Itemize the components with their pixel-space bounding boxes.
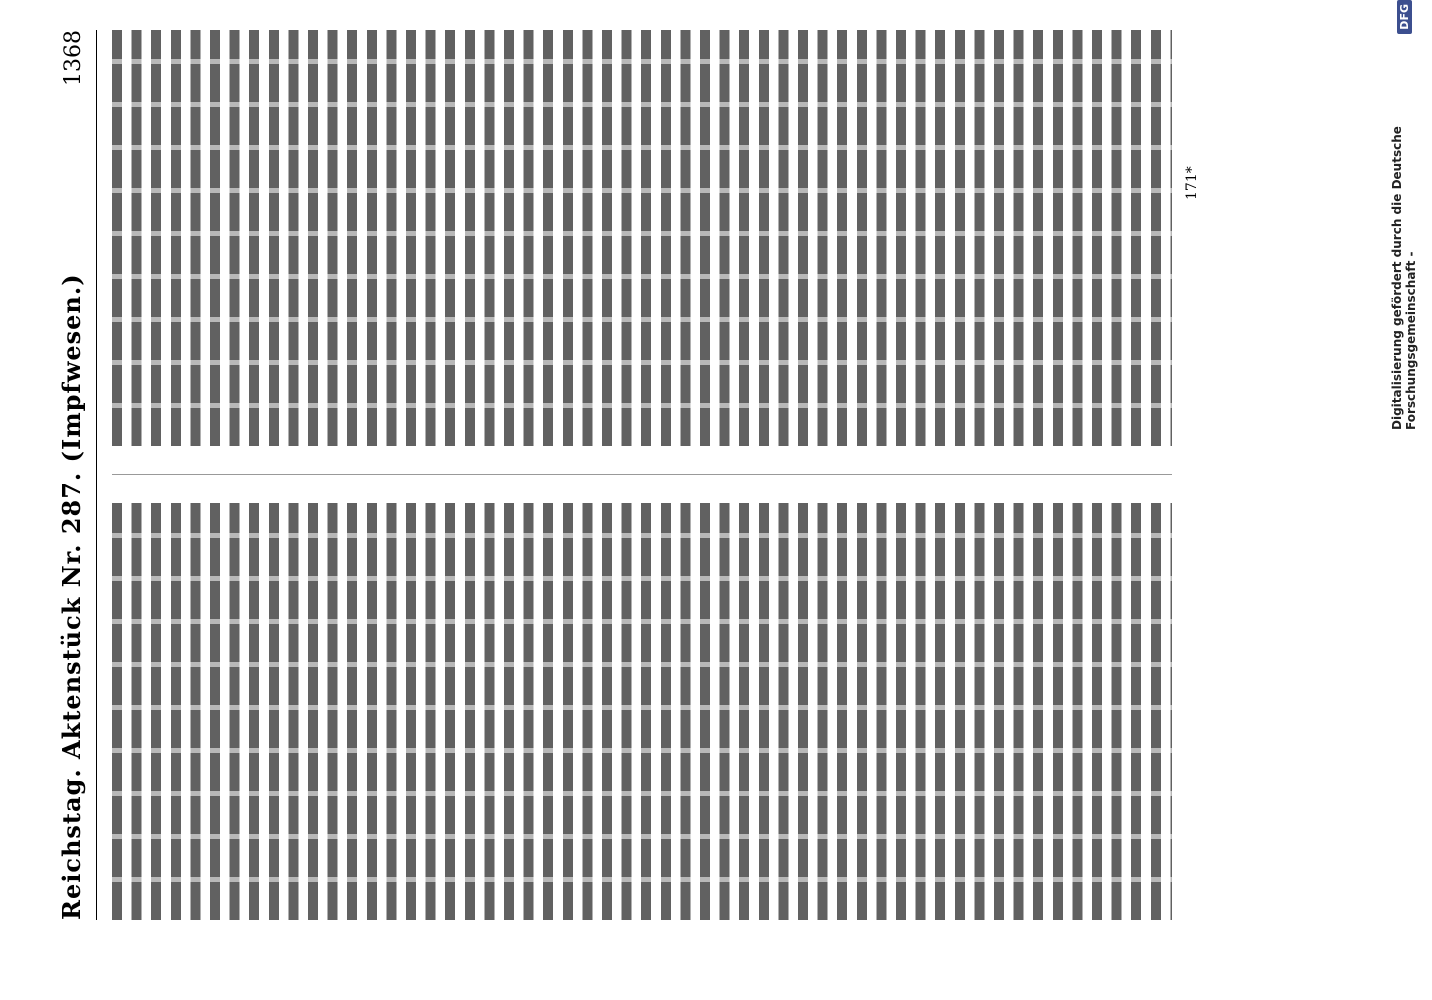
digitization-text: Digitalisierung gefördert durch die Deutsche Forschungsgemeinschaft - — [1390, 126, 1418, 430]
running-header — [50, 30, 90, 920]
dfg-logo: DFG — [1397, 0, 1412, 34]
text-column-left — [112, 504, 1172, 921]
header-title: Reichstag. Aktenstück Nr. 287. (Impfwesen.) — [57, 273, 86, 920]
text-column-right — [112, 30, 1172, 447]
text-columns — [112, 30, 1172, 920]
digitization-note — [1390, 0, 1418, 430]
page-number: 1368 — [61, 30, 86, 86]
footer-mark: 171* — [1184, 166, 1200, 200]
header-rule — [96, 30, 97, 920]
column-divider — [112, 475, 1172, 476]
